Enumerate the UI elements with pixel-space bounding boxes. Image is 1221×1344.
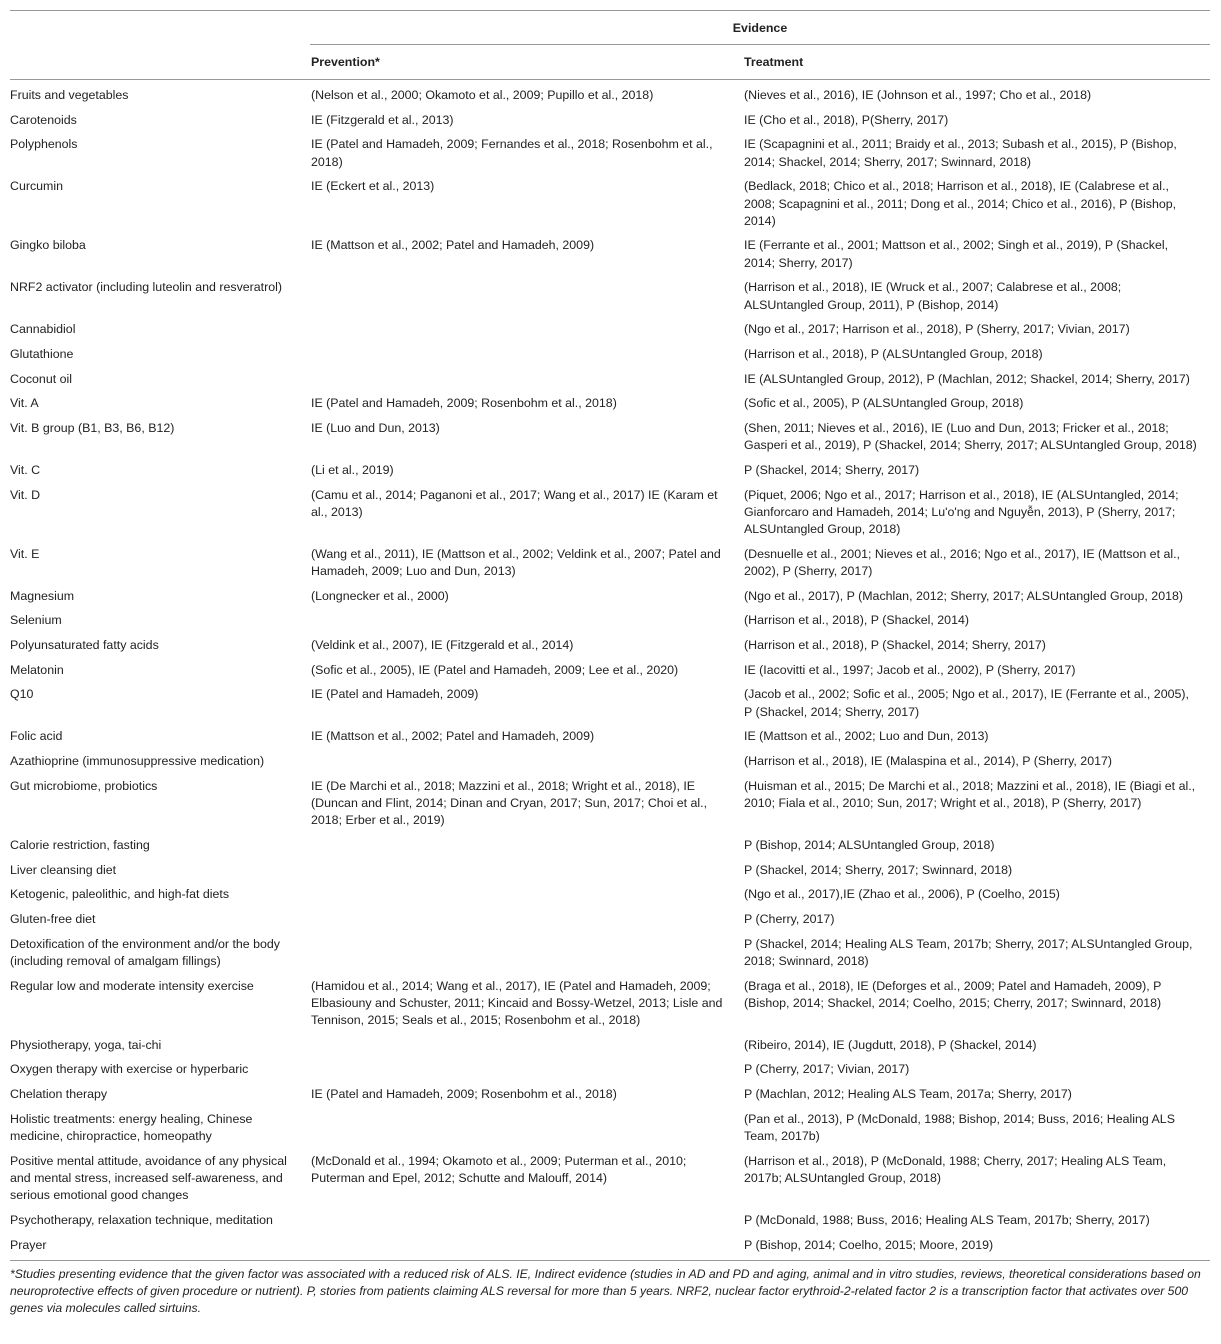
factor-cell: Positive mental attitude, avoidance of any physical and mental stress, increased self-awareness, and serious emotional good changes xyxy=(10,1153,287,1203)
prevention-cell xyxy=(310,607,743,632)
treatment-cell: (Harrison et al., 2018), P (McDonald, 1988; Cherry, 2017; Healing ALS Team, 2017b; ALSUntangled Group, 2018) xyxy=(744,1153,1167,1185)
prevention-cell: (Sofic et al., 2005), IE (Patel and Hamadeh, 2009; Lee et al., 2020) xyxy=(311,662,679,677)
treatment-cell: (Shen, 2011; Nieves et al., 2016), IE (Luo and Dun, 2013; Fricker et al., 2018; Gasperi et al., 2019), P (Shackel, 2014; Sherry, 2017; ALSUntangled Group, 2018) xyxy=(744,421,1197,453)
treatment-cell: (Ngo et al., 2017; Harrison et al., 2018), P (Sherry, 2017; Vivian, 2017) xyxy=(744,322,1130,337)
table-body xyxy=(10,80,1210,1261)
factor-cell: Vit. E xyxy=(10,546,40,561)
factor-cell: Gluten-free diet xyxy=(10,912,96,927)
factor-cell: Regular low and moderate intensity exercise xyxy=(10,978,254,993)
table-row xyxy=(10,773,1210,832)
prevention-cell xyxy=(310,1207,743,1232)
prevention-cell: IE (Patel and Hamadeh, 2009; Rosenbohm et al., 2018) xyxy=(311,1087,617,1102)
prevention-cell: IE (Fitzgerald et al., 2013) xyxy=(311,112,454,127)
treatment-cell: (Huisman et al., 2015; De Marchi et al., 2018; Mazzini et al., 2018), IE (Biagi et al., 2010; Fiala et al., 2010; Sun, 2017; Wright et al., 2018), P (Sherry, 2017) xyxy=(744,778,1196,810)
prevention-cell xyxy=(310,881,743,906)
factor-cell: Gut microbiome, probiotics xyxy=(10,778,158,793)
prevention-cell xyxy=(310,1032,743,1057)
factor-cell: Polyunsaturated fatty acids xyxy=(10,638,159,653)
prevention-cell xyxy=(310,1106,743,1148)
header-evidence: Evidence xyxy=(310,11,1210,45)
treatment-cell: P (Cherry, 2017) xyxy=(744,912,835,927)
factor-cell: Gingko biloba xyxy=(10,238,86,253)
table-row xyxy=(10,657,1210,682)
table-row xyxy=(10,107,1210,132)
prevention-cell: IE (Eckert et al., 2013) xyxy=(311,179,435,194)
factor-cell: Ketogenic, paleolithic, and high-fat diets xyxy=(10,887,230,902)
table-row xyxy=(10,341,1210,366)
factor-cell: Polyphenols xyxy=(10,137,78,152)
table-row xyxy=(10,541,1210,583)
treatment-cell: (Harrison et al., 2018), P (ALSUntangled Group, 2018) xyxy=(744,346,1043,361)
treatment-cell: (Desnuelle et al., 2001; Nieves et al., 2016; Ngo et al., 2017), IE (Mattson et al., 2002), P (Sherry, 2017) xyxy=(744,546,1180,578)
factor-cell: Vit. D xyxy=(10,487,41,502)
prevention-cell: (Nelson et al., 2000; Okamoto et al., 2009; Pupillo et al., 2018) xyxy=(311,88,654,102)
header-blank-2 xyxy=(10,45,310,80)
table-row xyxy=(10,1106,1210,1148)
header-prevention: Prevention* xyxy=(310,45,743,80)
treatment-cell: IE (ALSUntangled Group, 2012), P (Machlan, 2012; Shackel, 2014; Sherry, 2017) xyxy=(744,371,1190,386)
table-row xyxy=(10,748,1210,773)
treatment-cell: (Piquet, 2006; Ngo et al., 2017; Harrison et al., 2018), IE (ALSUntangled, 2014; Gianforcaro and Hamadeh, 2014; Lu'o'ng and Nguyễn, 2013), P (Sherry, 2017; ALSUntangled Group, 2018) xyxy=(744,487,1179,537)
treatment-cell: P (Bishop, 2014; Coelho, 2015; Moore, 2019) xyxy=(743,1232,1210,1261)
factor-cell: Calorie restriction, fasting xyxy=(10,837,150,852)
prevention-cell: IE (Luo and Dun, 2013) xyxy=(311,421,440,436)
treatment-cell: (Harrison et al., 2018), IE (Malaspina et al., 2014), P (Sherry, 2017) xyxy=(744,754,1112,769)
table-row xyxy=(10,316,1210,341)
treatment-cell: P (Shackel, 2014; Healing ALS Team, 2017b; Sherry, 2017; ALSUntangled Group, 2018; Swinnard, 2018) xyxy=(744,936,1193,968)
prevention-cell: (Li et al., 2019) xyxy=(311,462,394,477)
prevention-cell xyxy=(310,366,743,391)
factor-cell: NRF2 activator (including luteolin and resveratrol) xyxy=(10,280,283,295)
prevention-cell: IE (De Marchi et al., 2018; Mazzini et al., 2018; Wright et al., 2018), IE (Duncan and Flint, 2014; Dinan and Cryan, 2017; Sun, 2017; Choi et al., 2018; Erber et al., 2019) xyxy=(311,778,708,828)
table-row xyxy=(10,80,1210,107)
factor-cell: Psychotherapy, relaxation technique, meditation xyxy=(10,1212,273,1227)
prevention-cell xyxy=(310,341,743,366)
prevention-cell: (Wang et al., 2011), IE (Mattson et al., 2002; Veldink et al., 2007; Patel and Hamadeh, 2009; Luo and Dun, 2013) xyxy=(311,546,721,578)
table-row xyxy=(10,973,1210,1032)
table-header xyxy=(10,11,1210,80)
table-row xyxy=(10,415,1210,457)
prevention-cell: IE (Patel and Hamadeh, 2009; Rosenbohm et al., 2018) xyxy=(311,396,617,411)
treatment-cell: (Sofic et al., 2005), P (ALSUntangled Group, 2018) xyxy=(744,396,1024,411)
prevention-cell: (Veldink et al., 2007), IE (Fitzgerald et al., 2014) xyxy=(311,638,574,653)
factor-cell: Azathioprine (immunosuppressive medication) xyxy=(10,754,265,769)
treatment-cell: IE (Cho et al., 2018), P(Sherry, 2017) xyxy=(744,112,949,127)
prevention-cell: IE (Patel and Hamadeh, 2009) xyxy=(311,687,479,702)
factor-cell: Cannabidiol xyxy=(10,322,76,337)
treatment-cell: (Ngo et al., 2017), P (Machlan, 2012; Sherry, 2017; ALSUntangled Group, 2018) xyxy=(744,588,1183,603)
table-row xyxy=(10,607,1210,632)
factor-cell: Fruits and vegetables xyxy=(10,88,129,102)
factor-cell: Holistic treatments: energy healing, Chinese medicine, chiropractice, homeopathy xyxy=(10,1111,253,1144)
prevention-cell: (Camu et al., 2014; Paganoni et al., 2017; Wang et al., 2017) IE (Karam et al., 2013) xyxy=(311,487,718,519)
prevention-cell xyxy=(310,1232,743,1261)
prevention-cell: IE (Mattson et al., 2002; Patel and Hamadeh, 2009) xyxy=(311,238,595,253)
factor-cell: Oxygen therapy with exercise or hyperbaric xyxy=(10,1062,249,1077)
treatment-cell: IE (Ferrante et al., 2001; Mattson et al., 2002; Singh et al., 2019), P (Shackel, 2014; Sherry, 2017) xyxy=(744,238,1169,270)
header-blank xyxy=(10,11,310,45)
table-row xyxy=(10,173,1210,232)
treatment-cell: (Harrison et al., 2018), P (Shackel, 2014) xyxy=(744,613,969,628)
table-row xyxy=(10,1056,1210,1081)
factor-cell: Vit. C xyxy=(10,462,41,477)
table-row xyxy=(10,1232,1210,1261)
treatment-cell: (Ngo et al., 2017),IE (Zhao et al., 2006), P (Coelho, 2015) xyxy=(744,887,1060,902)
table-row xyxy=(10,632,1210,657)
treatment-cell: (Harrison et al., 2018), P (Shackel, 2014; Sherry, 2017) xyxy=(744,638,1046,653)
prevention-cell xyxy=(310,316,743,341)
table-row xyxy=(10,1148,1210,1207)
evidence-table-figure xyxy=(10,10,1210,1317)
table-row xyxy=(10,906,1210,931)
table-row xyxy=(10,1207,1210,1232)
factor-cell: Magnesium xyxy=(10,588,75,603)
factor-cell: Vit. A xyxy=(10,396,39,411)
factor-cell: Curcumin xyxy=(10,179,64,194)
prevention-cell: (McDonald et al., 1994; Okamoto et al., 2009; Puterman et al., 2010; Puterman and Epel, 2012; Schutte and Malouff, 2014) xyxy=(311,1153,687,1185)
table-row xyxy=(10,881,1210,906)
table-row xyxy=(10,457,1210,482)
table-row xyxy=(10,832,1210,857)
prevention-cell xyxy=(310,832,743,857)
prevention-cell xyxy=(310,1056,743,1081)
prevention-cell xyxy=(310,931,743,973)
table-row xyxy=(10,390,1210,415)
table-row xyxy=(10,1081,1210,1106)
treatment-cell: P (Shackel, 2014; Sherry, 2017; Swinnard, 2018) xyxy=(744,862,1013,877)
factor-cell: Folic acid xyxy=(10,729,63,744)
factor-cell: Prayer xyxy=(10,1232,310,1261)
prevention-cell xyxy=(310,857,743,882)
prevention-cell xyxy=(310,274,743,316)
table-row xyxy=(10,681,1210,723)
factor-cell: Coconut oil xyxy=(10,371,72,386)
table-footnote: *Studies presenting evidence that the given factor was associated with a reduced risk of ALS. IE, Indirect evidence (studies in AD and PD and aging, animal and in vitro studies, reviews, theoretical considerations based on neuroprotective effects of given procedure or nutrient). P, stories from patients claiming ALS reversal for more than 5 years. NRF2, nuclear factor erythroid-2-related factor 2 is a transcription factor that activates over 500 genes via molecules called sirtuins. xyxy=(10,1266,1201,1315)
factor-cell: Detoxification of the environment and/or the body (including removal of amalgam fillings) xyxy=(10,936,281,968)
treatment-cell: P (Cherry, 2017; Vivian, 2017) xyxy=(744,1062,910,1077)
treatment-cell: P (Bishop, 2014; ALSUntangled Group, 2018) xyxy=(744,837,995,852)
treatment-cell: P (McDonald, 1988; Buss, 2016; Healing ALS Team, 2017b; Sherry, 2017) xyxy=(744,1212,1150,1227)
table-row xyxy=(10,931,1210,973)
evidence-table xyxy=(10,10,1210,1261)
table-row xyxy=(10,723,1210,748)
table-row xyxy=(10,131,1210,173)
prevention-cell: (Longnecker et al., 2000) xyxy=(311,588,449,603)
factor-cell: Carotenoids xyxy=(10,112,77,127)
prevention-cell: IE (Mattson et al., 2002; Patel and Hamadeh, 2009) xyxy=(311,729,595,744)
treatment-cell: IE (Scapagnini et al., 2011; Braidy et al., 2013; Subash et al., 2015), P (Bishop, 2014; Shackel, 2014; Sherry, 2017; Swinnard, 2018) xyxy=(744,137,1177,169)
factor-cell: Physiotherapy, yoga, tai-chi xyxy=(10,1037,162,1052)
table-row xyxy=(10,1032,1210,1057)
treatment-cell: (Braga et al., 2018), IE (Deforges et al., 2009; Patel and Hamadeh, 2009), P (Bishop, 2014; Shackel, 2014; Coelho, 2015; Cherry, 2017; Swinnard, 2018) xyxy=(744,978,1162,1010)
header-treatment: Treatment xyxy=(743,45,1210,80)
treatment-cell: (Pan et al., 2013), P (McDonald, 1988; Bishop, 2014; Buss, 2016; Healing ALS Team, 2017b) xyxy=(744,1111,1175,1144)
table-row xyxy=(10,583,1210,608)
treatment-cell: IE (Iacovitti et al., 1997; Jacob et al., 2002), P (Sherry, 2017) xyxy=(744,662,1076,677)
factor-cell: Q10 xyxy=(10,687,34,702)
table-row xyxy=(10,274,1210,316)
factor-cell: Selenium xyxy=(10,613,62,628)
factor-cell: Melatonin xyxy=(10,662,64,677)
treatment-cell: (Bedlack, 2018; Chico et al., 2018; Harrison et al., 2018), IE (Calabrese et al., 2008; Scapagnini et al., 2011; Dong et al., 2014; Chico et al., 2016), P (Bishop, 2014) xyxy=(744,179,1177,228)
table-row xyxy=(10,482,1210,541)
treatment-cell: (Jacob et al., 2002; Sofic et al., 2005; Ngo et al., 2017), IE (Ferrante et al., 2005), P (Shackel, 2014; Sherry, 2017) xyxy=(744,687,1189,719)
treatment-cell: (Nieves et al., 2016), IE (Johnson et al., 1997; Cho et al., 2018) xyxy=(744,88,1092,102)
treatment-cell: P (Machlan, 2012; Healing ALS Team, 2017a; Sherry, 2017) xyxy=(744,1087,1072,1102)
prevention-cell: (Hamidou et al., 2014; Wang et al., 2017), IE (Patel and Hamadeh, 2009; Elbasiouny and Schuster, 2011; Kincaid and Bossy-Wetzel, 2013; Lisle and Tennison, 2015; Seals et al., 2015; Rosenbohm et al., 2018) xyxy=(311,978,723,1028)
treatment-cell: IE (Mattson et al., 2002; Luo and Dun, 2013) xyxy=(744,729,989,744)
factor-cell: Glutathione xyxy=(10,346,74,361)
factor-cell: Liver cleansing diet xyxy=(10,862,117,877)
table-row xyxy=(10,366,1210,391)
factor-cell: Chelation therapy xyxy=(10,1087,108,1102)
prevention-cell xyxy=(310,748,743,773)
treatment-cell: (Ribeiro, 2014), IE (Jugdutt, 2018), P (Shackel, 2014) xyxy=(744,1037,1037,1052)
prevention-cell: IE (Patel and Hamadeh, 2009; Fernandes et al., 2018; Rosenbohm et al., 2018) xyxy=(311,137,713,169)
treatment-cell: (Harrison et al., 2018), IE (Wruck et al., 2007; Calabrese et al., 2008; ALSUntangled Group, 2011), P (Bishop, 2014) xyxy=(744,280,1122,312)
table-row xyxy=(10,232,1210,274)
table-row xyxy=(10,857,1210,882)
treatment-cell: P (Shackel, 2014; Sherry, 2017) xyxy=(744,462,920,477)
prevention-cell xyxy=(310,906,743,931)
factor-cell: Vit. B group (B1, B3, B6, B12) xyxy=(10,421,175,436)
